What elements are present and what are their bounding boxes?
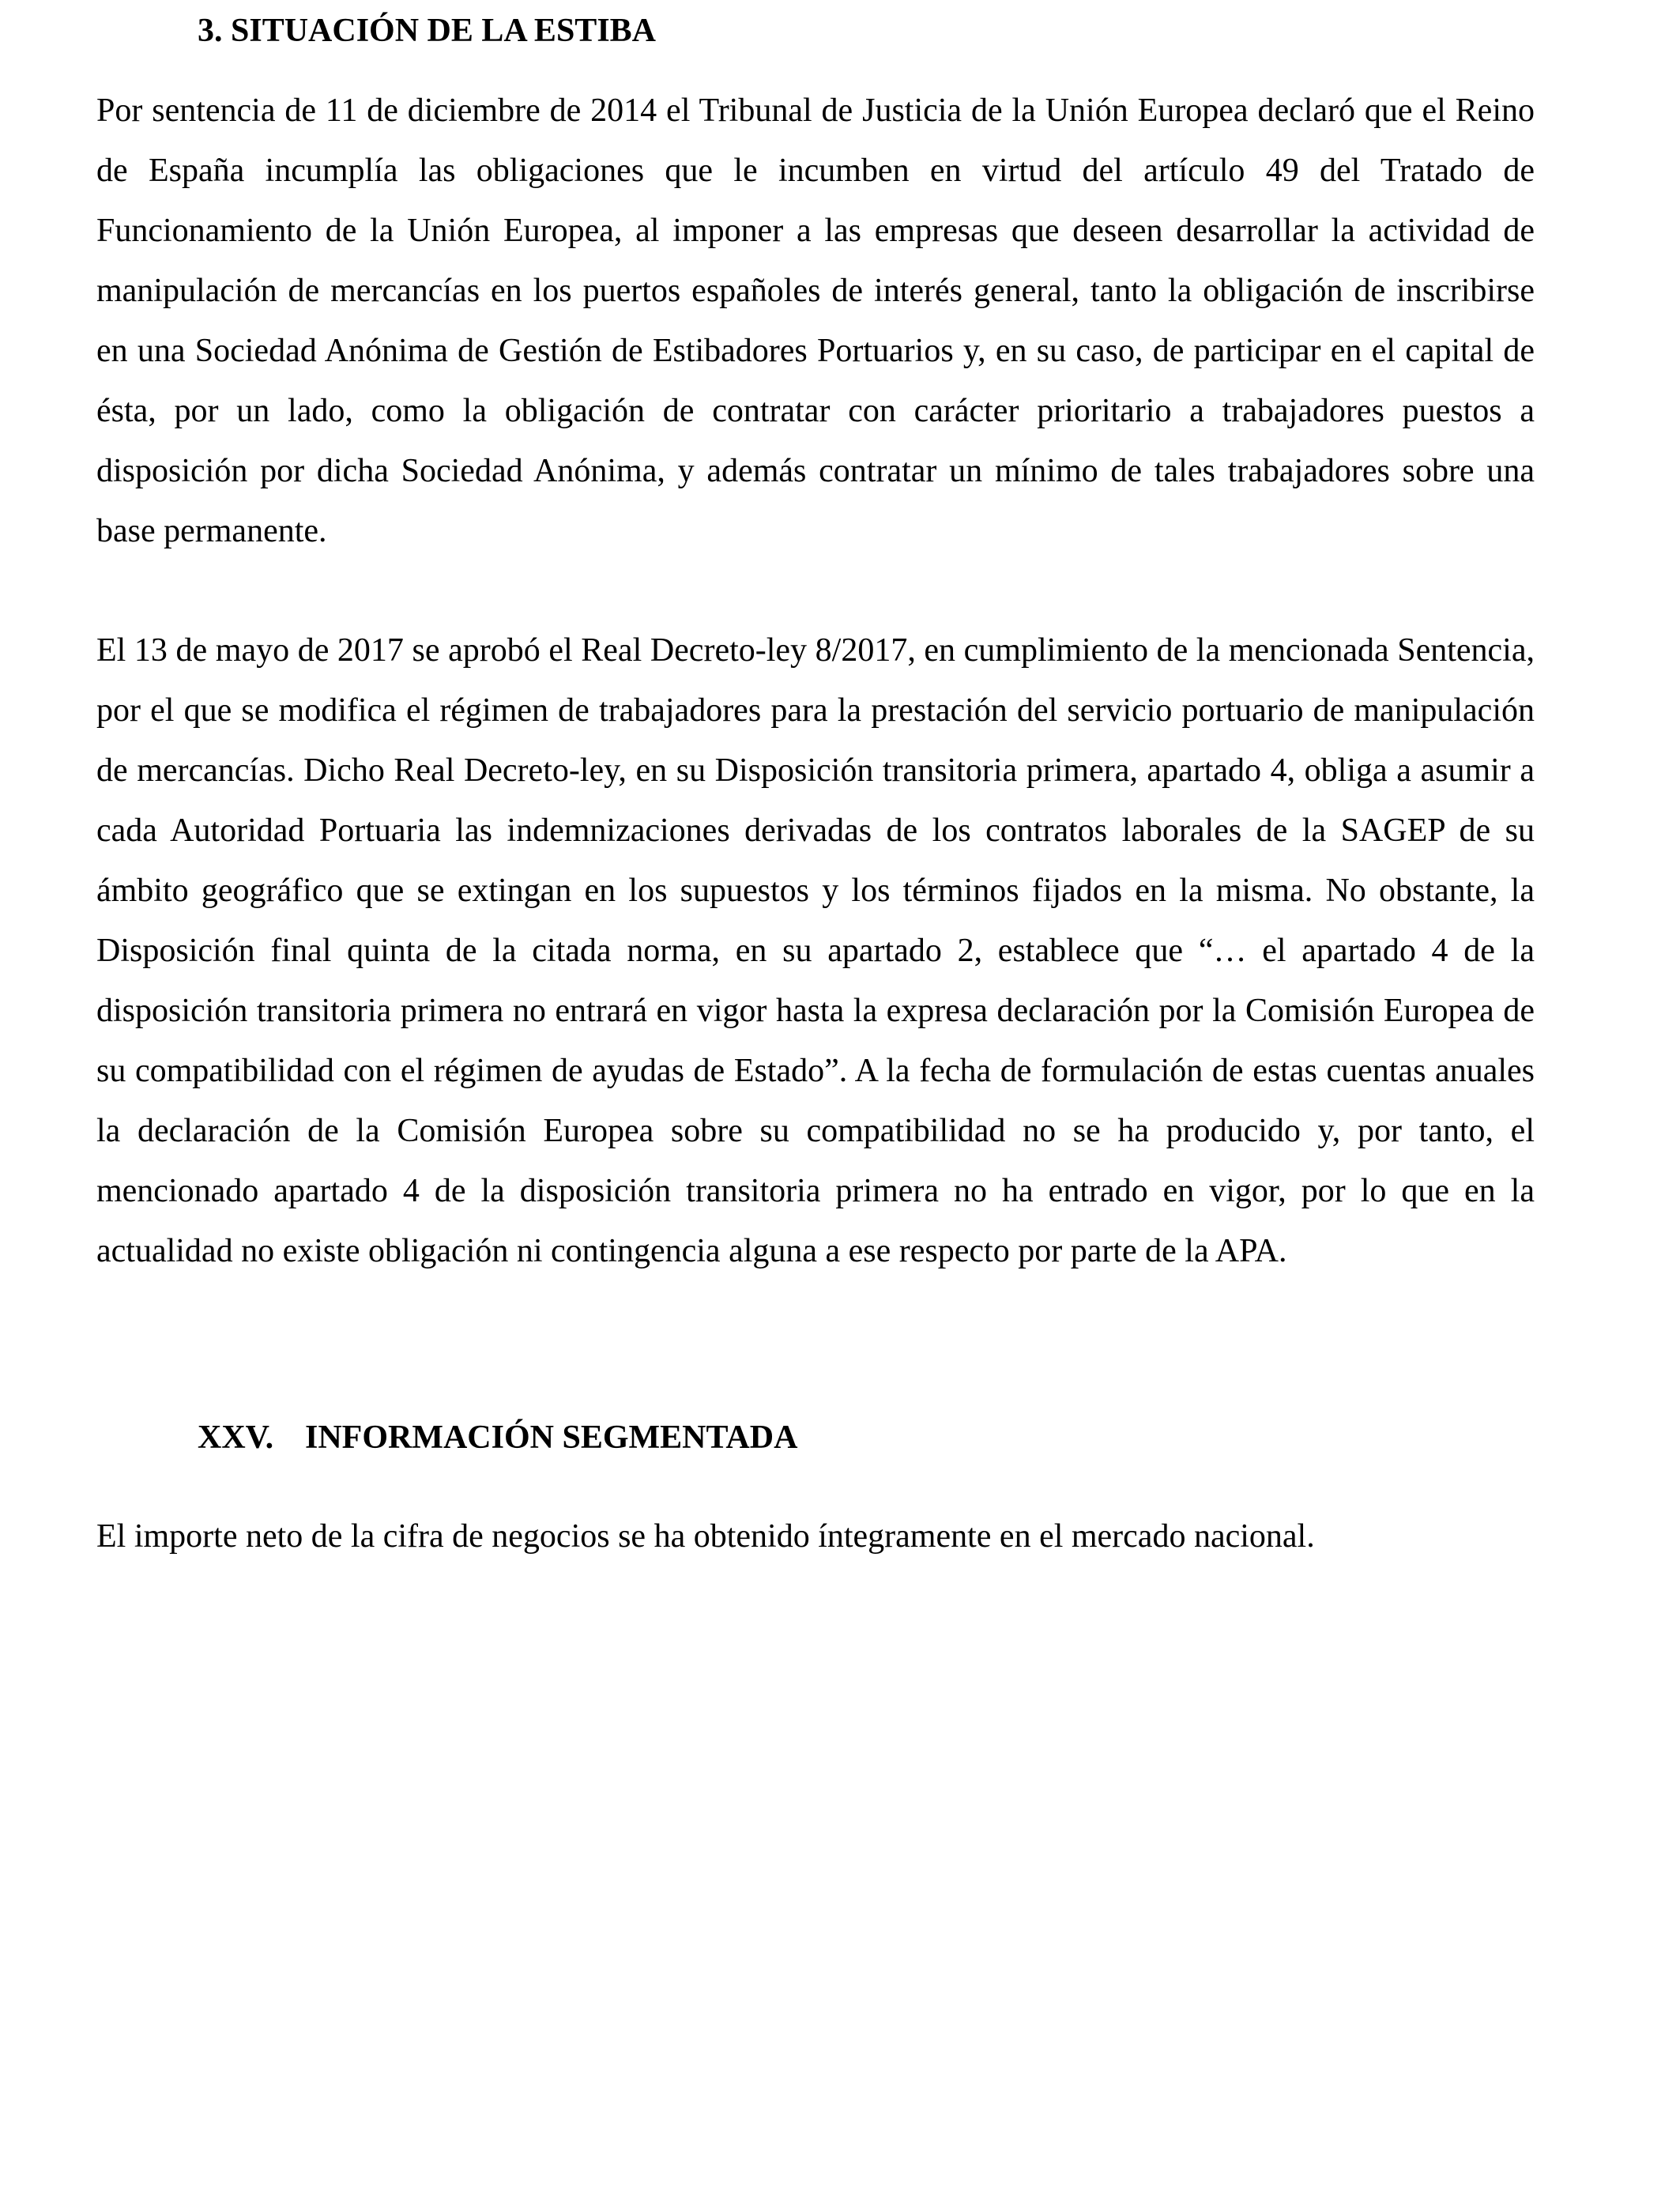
section-heading-informacion-segmentada xyxy=(198,1418,797,1457)
section-heading-situacion-estiba: 3. SITUACIÓN DE LA ESTIBA xyxy=(198,13,657,49)
section-number: XXV. xyxy=(198,1419,274,1456)
paragraph-real-decreto-2017: El 13 de mayo de 2017 se aprobó el Real Decreto-ley 8/2017, en cumplimiento de la mencionada Sentencia, por el que se modifica el régimen de trabajadores para la prestación del servicio portuario de manipulación de mercancías. Dicho Real Decreto-ley, en su Disposición transitoria primera, apartado 4, obliga a asumir a cada Autoridad Portuaria las indemnizaciones derivadas de los contratos laborales de la SAGEP de su ámbito geográfico que se extingan en los supuestos y los términos fijados en la misma. No obstante, la Disposición final quinta de la citada norma, en su apartado 2, establece que “… el apartado 4 de la disposición transitoria primera no entrará en vigor hasta la expresa declaración por la Comisión Europea de su compatibilidad con el régimen de ayudas de Estado”. A la fecha de formulación de estas cuentas anuales la declaración de la Comisión Europea sobre su compatibilidad no se ha producido y, por tanto, el mencionado apartado 4 de la disposición transitoria primera no ha entrado en vigor, por lo que en la actualidad no existe obligación ni contingencia alguna a ese respecto por parte de la APA. xyxy=(96,632,1535,1269)
section-title: INFORMACIÓN SEGMENTADA xyxy=(305,1419,798,1456)
paragraph-sentencia-2014: Por sentencia de 11 de diciembre de 2014 el Tribunal de Justicia de la Unión Europea declaró que el Reino de España incumplía las obligaciones que le incumben en virtud del artículo 49 del Tratado de Funcionamiento de la Unión Europea, al imponer a las empresas que deseen desarrollar la actividad de manipulación de mercancías en los puertos españoles de interés general, tanto la obligación de inscribirse en una Sociedad Anónima de Gestión de Estibadores Portuarios y, en su caso, de participar en el capital de ésta, por un lado, como la obligación de contratar con carácter prioritario a trabajadores puestos a disposición por dicha Sociedad Anónima, y además contratar un mínimo de tales trabajadores sobre una base permanente. xyxy=(96,92,1535,549)
paragraph-cifra-negocios: El importe neto de la cifra de negocios se ha obtenido íntegramente en el mercado nacional. xyxy=(96,1518,1315,1555)
